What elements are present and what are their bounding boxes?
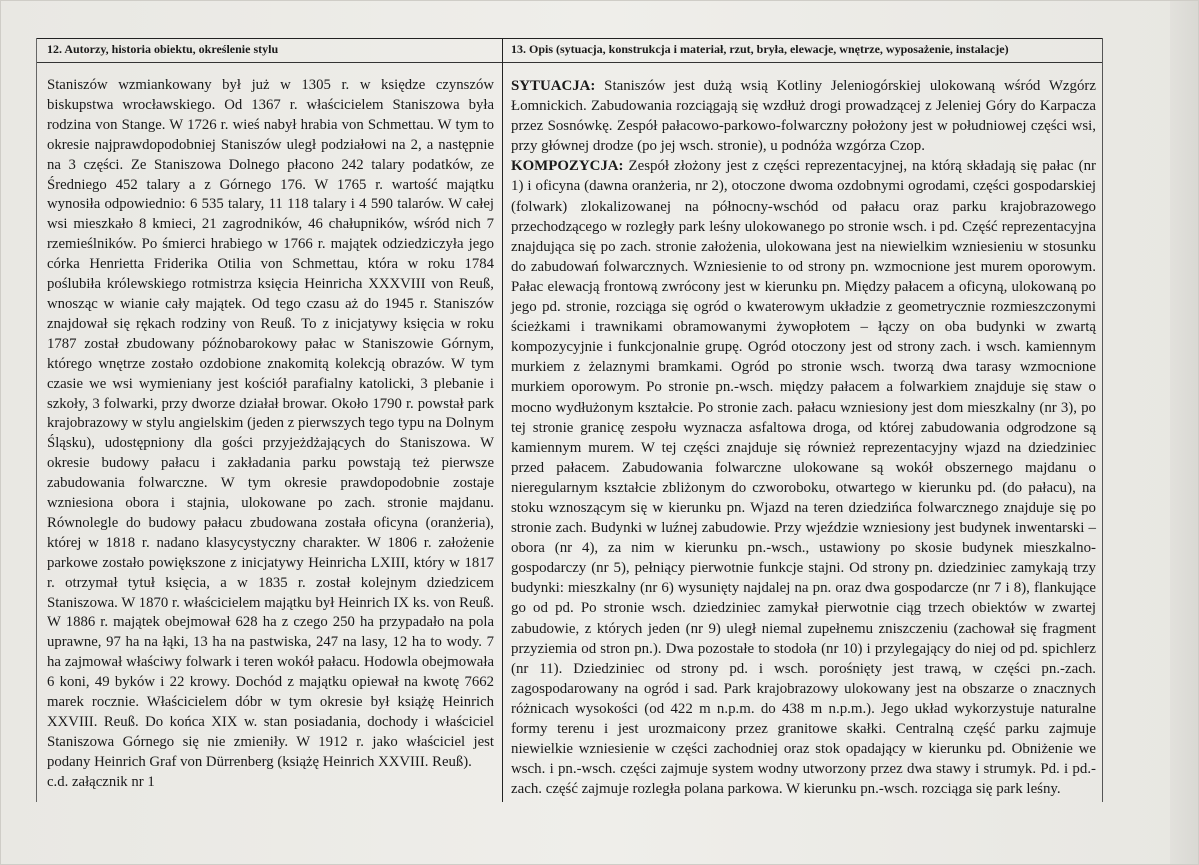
- history-text: Staniszów wzmiankowany był już w 1305 r. w księdze czynszów biskupstwa wrocławskiego. Od 1367 r. właścicielem Staniszowa była rodzina von Stange. W 1726 r. wieś nabył hrabia von Schmettau. W tym to okresie najprawdopodobniej Staniszów uległ podziałowi na 2, a następnie na 3 części. Ze Staniszowa Dolnego płacono 242 talary podatków, ze Średniego 452 talary a z Górnego 176. W 1765 r. wartość majątku wynosiła odpowiednio: 6 535 talary, 11 118 talary i 4 590 talarów. W całej wsi mieszkało 8 kmieci, 21 zagrodników, 46 chałupników, wśród nich 7 rzemieślników. Po śmierci hrabiego w 1766 r. majątek odziedziczyła jego córka Henrietta Friderika Otilia von Schmettau, która w roku 1784 poślubiła królewskiego rotmistrza księcia Heinricha XXXVIII von Reuß, wnosząc w wianie cały majątek. Od tego czasu aż do 1945 r. Staniszów znajdował się rękach rodziny von Reuß. To z inicjatywy księcia w roku 1787 został zbudowany późnobarokowy pałac w Staniszowie Górnym, którego wnętrze zostało ozdobione znakomitą kolekcją obrazów. W tym czasie we wsi wymieniany jest kościół parafialny katolicki, 3 plebanie i szkoły, 3 folwarki, przy dworze działał browar. Około 1790 r. powstał park krajobrazowy w stylu angielskim (jeden z pierwszych tego typu na Dolnym Śląsku), udostępniony dla gości przyjeżdżających do Staniszowa. W okresie budowy pałacu i zakładania parku powstają też pierwsze zabudowania folwarczne. W tym okresie prawdopodobnie zostaje wzniesiona obora i stajnia, ulokowane po zach. stronie majdanu. Równolegle do budowy pałacu zbudowana została oficyna (oranżeria), której w 1818 r. nadano klasycystyczny charakter. W 1806 r. założenie parkowe zostało powiększone z inicjatywy Heinricha LXIII, który w 1817 r. otrzymał tytuł księcia, a w 1835 r. został kolejnym dziedzicem Staniszowa. W 1870 r. właścicielem majątku był Heinrich IX ks. von Reuß. W 1886 r. majątek obejmował 628 ha z czego 250 ha przypadało na pola uprawne, 97 ha na łąki, 13 ha na pastwiska, 247 na lasy, 12 ha to wody. 7 ha zajmował właściwy folwark i teren wokół pałacu. Hodowla obejmowała 6 koni, 49 byków i 22 krowy. Dochód z majątku opiewał na kwotę 7662 marek rocznie. Właścicielem dóbr w tym okresie był książę Heinrich XXVIII. Reuß. Do końca XIX w. stan posiadania, dochody i właściciel Staniszowa Górnego się nie zmieniły. W 1912 r. jako właściciel jest podany Heinrich Graf von Dürrenberg (książę Heinrich XXVIII. Reuß).: [47, 77, 494, 770]
- scan-margin-strip: [1170, 0, 1199, 865]
- kompozycja-paragraph: [511, 156, 1096, 799]
- section-12-header: 12. Autorzy, historia obiektu, określenie stylu: [47, 42, 279, 56]
- description-column: [511, 76, 1096, 799]
- column-divider: [502, 38, 503, 802]
- table-right-border: [1102, 38, 1103, 802]
- sytuacja-label: SYTUACJA:: [511, 78, 596, 94]
- table-left-border: [36, 38, 37, 802]
- kompozycja-label: KOMPOZYCJA:: [511, 158, 624, 175]
- kompozycja-text: Zespół złożony jest z części reprezentacyjnej, na którą składają się pałac (nr 1) i oficyna (dawna oranżeria, nr 2), otoczone dwoma ozdobnymi ogrodami, części gospodarskiej (folwark) zlokalizowanej na północny-wschód od pałacu oraz parku krajobrazowego przechodzącego w rozległy park leśny ulokowanego po stronie wsch. i pd. Część reprezentacyjna znajdująca się po zach. stronie założenia, ulokowana jest na niewielkim wzniesieniu w stosunku do zabudowań folwarcznych. Wzniesienie to od strony pn. wzmocnione jest murem oporowym. Pałac elewacją frontową zwrócony jest w kierunku pn. Między pałacem a oficyną, ulokowaną po jego pd. stronie, rozciąga się ogród o kwaterowym układzie z geometrycznie rozmieszczonymi ścieżkami i trawnikami obramowanymi żywopłotem – łączy on oba budynki w zwartą kompozycyjnie i funkcjonalnie grupę. Ogród otoczony jest od strony zach. i wsch. kamiennym murkiem z żelaznymi bramkami. Ogród po stronie wsch. tworzą dwa tarasy wzmocnione murkiem oporowym. Po stronie pn.-wsch. między pałacem a folwarkiem znajduje się staw o mocno wydłużonym kształcie. Po stronie zach. pałacu wzniesiony jest dom mieszkalny (nr 3), po tej stronie granicę zespołu wyznacza asfaltowa droga, od której zabudowania odgrodzone są kamiennym murem. W tej części znajduje się również reprezentacyjny wjazd na dziedziniec przed pałacem. Zabudowania folwarczne ulokowane są wokół obszernego majdanu o nieregularnym kształcie zbliżonym do czworoboku, otwartego w kierunku pd. (do pałacu), na stoku wznoszącym się w kierunku pn. Wjazd na teren dziedzińca folwarcznego znajduje się po stronie zach. Budynki w luźnej zabudowie. Przy wjeździe wzniesiony jest budynek inwentarski – obora (nr 4), za nim w kierunku pn.-wsch., ustawiony po skosie budynek mieszkalno-gospodarczy (nr 5), pełniący pierwotnie funkcje stajni. Od strony pn. dziedziniec zamykają trzy budynki: mieszkalny (nr 6) wysunięty najdalej na pn. oraz dwa gospodarcze (nr 7 i 8), flankujące go od pd. Po stronie wsch. dziedziniec zamykał pierwotnie ciąg trzech obiektów w zwartej zabudowie, z których jeden (nr 9) uległ niemal zupełnemu zniszczeniu (zachował się fragment przyziemia od stron pn.). Dwa pozostałe to stodoła (nr 10) i przylegający do niej od pd. spichlerz (nr 11). Dziedziniec od strony pd. i wsch. porośnięty jest trawą, w części pn.-zach. zagospodarowany na ogród i sad. Park krajobrazowy ulokowany jest na obszarze o znacznych różnicach wysokości (od 422 m n.p.m. do 438 m n.p.m.). Jego układ wykorzystuje naturalne formy terenu i jest urozmaicony przez granitowe skałki. Centralną część parku zajmuje niewielkie wzniesienie w części zachodniej oraz stok opadający w kierunku pd. Obniżenie we wsch. i pn.-wsch. części zajmuje system wodny utworzony przez dwa stawy i strumyk. Pd. i pd.-zach. część zajmuje rozległa polana parkowa. W kierunku pn.-wsch. rozciąga się park leśny.: [511, 158, 1096, 798]
- continuation-note: c.d. załącznik nr 1: [47, 773, 155, 790]
- sytuacja-text: Staniszów jest dużą wsią Kotliny Jeleniogórskiej ulokowaną wśród Wzgórz Łomnickich. Zabudowania rozciągają się wzdłuż drogi prowadzącej z Jeleniej Góry do Karpacza przez Sosnówkę. Zespół pałacowo-parkowo-folwarczny położony jest w południowej części wsi, przy głównej drodze (po jej wsch. stronie), u podnóża wzgórza Czop.: [511, 78, 1096, 155]
- table-top-rule: [36, 38, 1102, 39]
- header-separator-rule: [36, 62, 1102, 63]
- section-13-header: 13. Opis (sytuacja, konstrukcja i materiał, rzut, bryła, elewacje, wnętrze, wyposażenie, instalacje): [511, 42, 1009, 56]
- history-column: [47, 76, 494, 793]
- sytuacja-paragraph: [511, 76, 1096, 156]
